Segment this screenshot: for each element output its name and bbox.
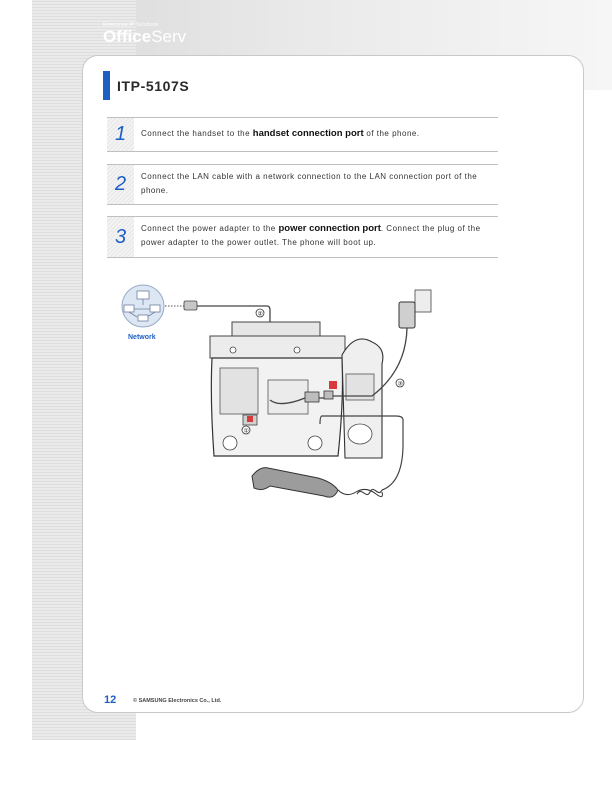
marker-2-label: ② — [257, 311, 263, 318]
handset-cradle — [342, 339, 383, 458]
title-accent-bar — [103, 71, 110, 100]
page-number: 12 — [104, 694, 117, 706]
brand-logo — [103, 22, 186, 46]
brand-office: Office — [103, 27, 152, 46]
lan-plug — [184, 301, 197, 310]
network-label: Network — [128, 334, 156, 341]
step-1-highlight: handset connection port — [252, 128, 364, 139]
network-icon — [122, 285, 164, 327]
step-3-highlight: power connection port — [278, 223, 381, 234]
step-1 — [107, 117, 498, 152]
copyright: © SAMSUNG Electronics Co., Ltd. — [133, 698, 222, 704]
brand-tagline: Enterprise IP Solutions — [103, 22, 159, 28]
step-1-text-before: Connect the handset to the — [141, 129, 253, 138]
phone-body — [210, 322, 345, 456]
step-2-text: Connect the LAN cable with a network connection to the LAN connection port of the phone. — [141, 172, 478, 195]
brand-serv: Serv — [151, 27, 187, 46]
step-1-text-after: of the phone. — [363, 129, 420, 138]
step-2 — [107, 164, 498, 205]
page-title: ITP-5107S — [117, 78, 190, 94]
step-3-text-after: . Connect the plug of the power adapter to the power outlet. The phone will boot up. — [141, 224, 481, 247]
step-1-text — [141, 127, 492, 141]
step-3-number: 3 — [107, 217, 134, 257]
step-2-number: 2 — [107, 165, 134, 204]
step-1-number: 1 — [107, 118, 134, 151]
step-3-text-before: Connect the power adapter to the — [141, 224, 279, 233]
red-port-marker — [329, 381, 337, 389]
marker-1-label: ① — [243, 428, 249, 435]
red-port-marker-2 — [247, 416, 253, 422]
marker-3-label: ③ — [397, 381, 403, 388]
step-3-text — [141, 222, 492, 250]
connection-diagram — [110, 280, 440, 510]
brand-wordmark — [103, 28, 186, 46]
lan-connector — [305, 392, 319, 402]
step-3 — [107, 216, 498, 258]
